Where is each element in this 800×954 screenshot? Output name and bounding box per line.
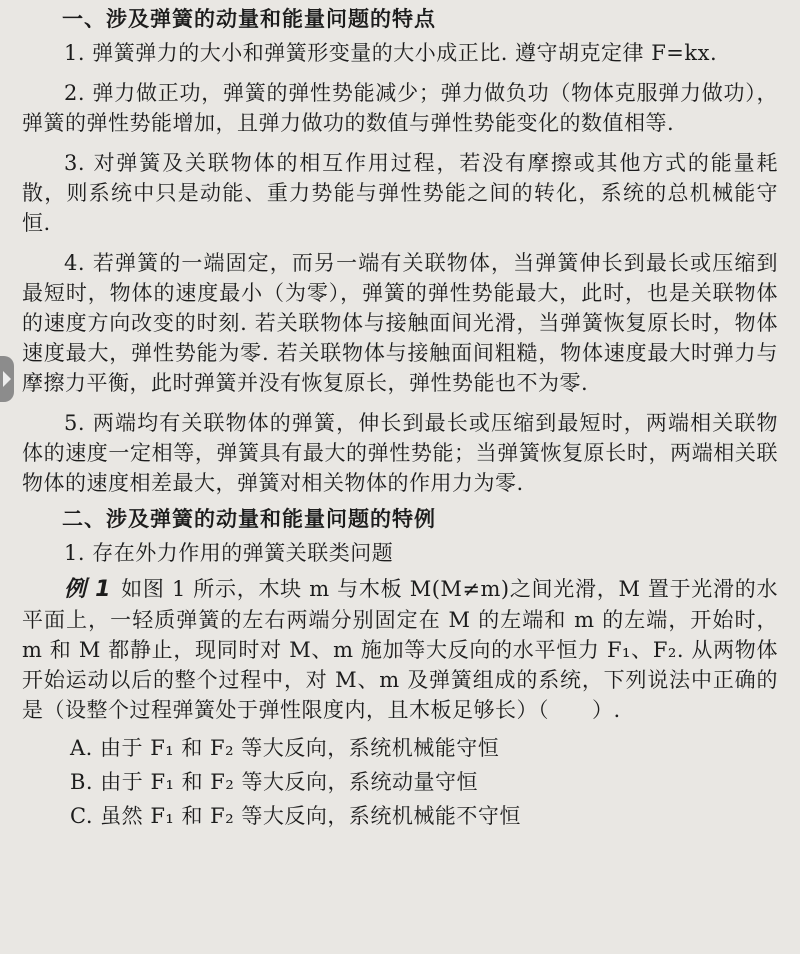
- paragraph-3: 3. 对弹簧及关联物体的相互作用过程，若没有摩擦或其他方式的能量耗散，则系统中只是动能、重力势能与弹性势能之间的转化，系统的总机械能守恒.: [22, 151, 778, 235]
- option-a: A. 由于 F₁ 和 F₂ 等大反向，系统机械能守恒: [70, 736, 500, 760]
- paragraph-4: 4. 若弹簧的一端固定，而另一端有关联物体，当弹簧伸长到最长或压缩到最短时，物体的速度最小（为零），弹簧的弹性势能最大，此时，也是关联物体的速度方向改变的时刻. 若关联物体与接触面间光滑，当弹簧恢复原长时，物体速度最大，弹性势能为零. 若关联物体与接触面间粗糙，物体速度最大时弹力与摩擦力平衡，此时弹簧并没有恢复原长，弹性势能也不为零.: [22, 251, 778, 395]
- option-c: C. 虽然 F₁ 和 F₂ 等大反向，系统机械能不守恒: [70, 804, 521, 828]
- example-label: 例 1: [64, 577, 111, 602]
- subheading: 1. 存在外力作用的弹簧关联类问题: [64, 541, 394, 565]
- example-paragraph: [22, 574, 778, 725]
- paragraph-5: 5. 两端均有关联物体的弹簧，伸长到最长或压缩到最短时，两端相关联物体的速度一定相等，弹簧具有最大的弹性势能；当弹簧恢复原长时，两端相关联物体的速度相差最大，弹簧对相关物体的作用力为零.: [22, 411, 778, 495]
- example-text: 如图 1 所示，木块 m 与木板 M(M≠m)之间光滑，M 置于光滑的水平面上，一轻质弹簧的左右两端分别固定在 M 的左端和 m 的左端，开始时，m 和 M 都静止，现同时对 M、m 施加等大反向的水平恒力 F₁、F₂. 从两物体开始运动以后的整个过程中，对 M、m 及弹簧组成的系统，下列说法中正确的是（设整个过程弹簧处于弹性限度内，且木板足够长）（ ）.: [22, 577, 778, 722]
- page-turn-tab[interactable]: [0, 356, 14, 402]
- paragraph-2: 2. 弹力做正功，弹簧的弹性势能减少；弹力做负功（物体克服弹力做功），弹簧的弹性势能增加，且弹力做功的数值与弹性势能变化的数值相等.: [22, 81, 778, 135]
- paragraph-1: 1. 弹簧弹力的大小和弹簧形变量的大小成正比. 遵守胡克定律 F=kx.: [64, 41, 718, 65]
- option-b: B. 由于 F₁ 和 F₂ 等大反向，系统动量守恒: [70, 770, 478, 794]
- section-heading-1: 一、涉及弹簧的动量和能量问题的特点: [62, 7, 436, 31]
- section-heading-2: 二、涉及弹簧的动量和能量问题的特例: [62, 507, 436, 531]
